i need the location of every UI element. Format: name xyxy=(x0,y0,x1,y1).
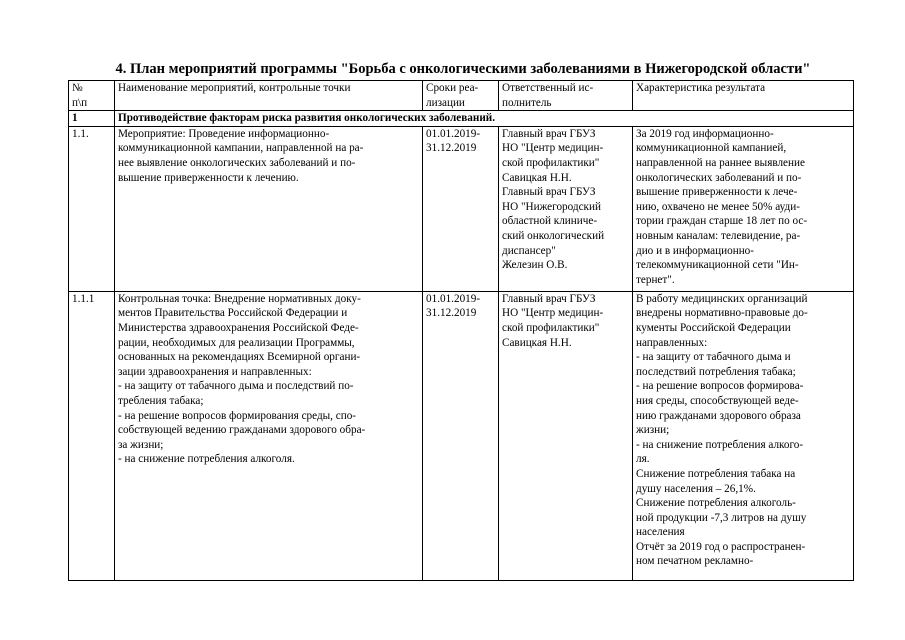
row-result: В работу медицинских организаций внедрены нормативно-правовые до- кументы Российской Федерации направленных: - на защиту от табачного дыма и последствий потребления табака; - на решение вопросов формирова- ния среды, способствующей веде- нию гражданами здорового образа жизни; - на снижение потребления алкого- ля. Снижение потребления табака на душу населения – 26,1%. Снижение потребления алкоголь- ной продукции -7,3 литров на душу населения Отчёт за 2019 год о распространен- ном печатном рекламно- xyxy=(633,291,854,580)
row-num: 1.1.1 xyxy=(69,291,115,580)
row-dates: 01.01.2019- 31.12.2019 xyxy=(423,126,499,291)
row-dates: 01.01.2019- 31.12.2019 xyxy=(423,291,499,580)
header-executor: Ответственный ис- полнитель xyxy=(499,81,633,111)
table-row xyxy=(69,126,854,291)
header-dates: Сроки реа- лизации xyxy=(423,81,499,111)
row-name: Мероприятие: Проведение информационно- коммуникационной кампании, направленной на ра- нее выявление онкологических заболеваний и по- вышение приверженности к лечению. xyxy=(115,126,423,291)
row-executor: Главный врач ГБУЗ НО "Центр медицин- ской профилактики" Савицкая Н.Н. Главный врач ГБУЗ НО "Нижегородский областной клиниче- ский онкологический диспансер" Железин О.В. xyxy=(499,126,633,291)
row-name: Контрольная точка: Внедрение нормативных доку- ментов Правительства Российской Федерации и Министерства здравоохранения Российской Феде- рации, необходимых для реализации Программы, основанных на рекомендациях Всемирной органи- зации здравоохранения и направленных: - на защиту от табачного дыма и последствий по- требления табака; - на решение вопросов формирования среды, спо- собствующей ведению гражданами здорового обра- за жизни; - на снижение потребления алкоголя. xyxy=(115,291,423,580)
section-title: Противодействие факторам риска развития онкологических заболеваний. xyxy=(115,111,854,127)
row-num: 1.1. xyxy=(69,126,115,291)
plan-table xyxy=(68,80,854,581)
header-result: Характеристика результата xyxy=(633,81,854,111)
header-num: № п\п xyxy=(69,81,115,111)
section-row xyxy=(69,111,854,127)
table-header-row xyxy=(69,81,854,111)
row-result: За 2019 год информационно- коммуникационной кампанией, направленной на раннее выявление онкологических заболеваний и по- вышение приверженности к лече- нию, охвачено не менее 50% ауди- тории граждан старше 18 лет по ос- новным каналам: телевидение, ра- дио и в информационно- телекоммуникационной сети "Ин- тернет". xyxy=(633,126,854,291)
row-executor: Главный врач ГБУЗ НО "Центр медицин- ской профилактики" Савицкая Н.Н. xyxy=(499,291,633,580)
table-row xyxy=(69,291,854,580)
section-num: 1 xyxy=(69,111,115,127)
page-title: 4. План мероприятий программы "Борьба с онкологическими заболеваниями в Нижегородской области" xyxy=(115,61,811,77)
header-name: Наименование мероприятий, контрольные точки xyxy=(115,81,423,111)
